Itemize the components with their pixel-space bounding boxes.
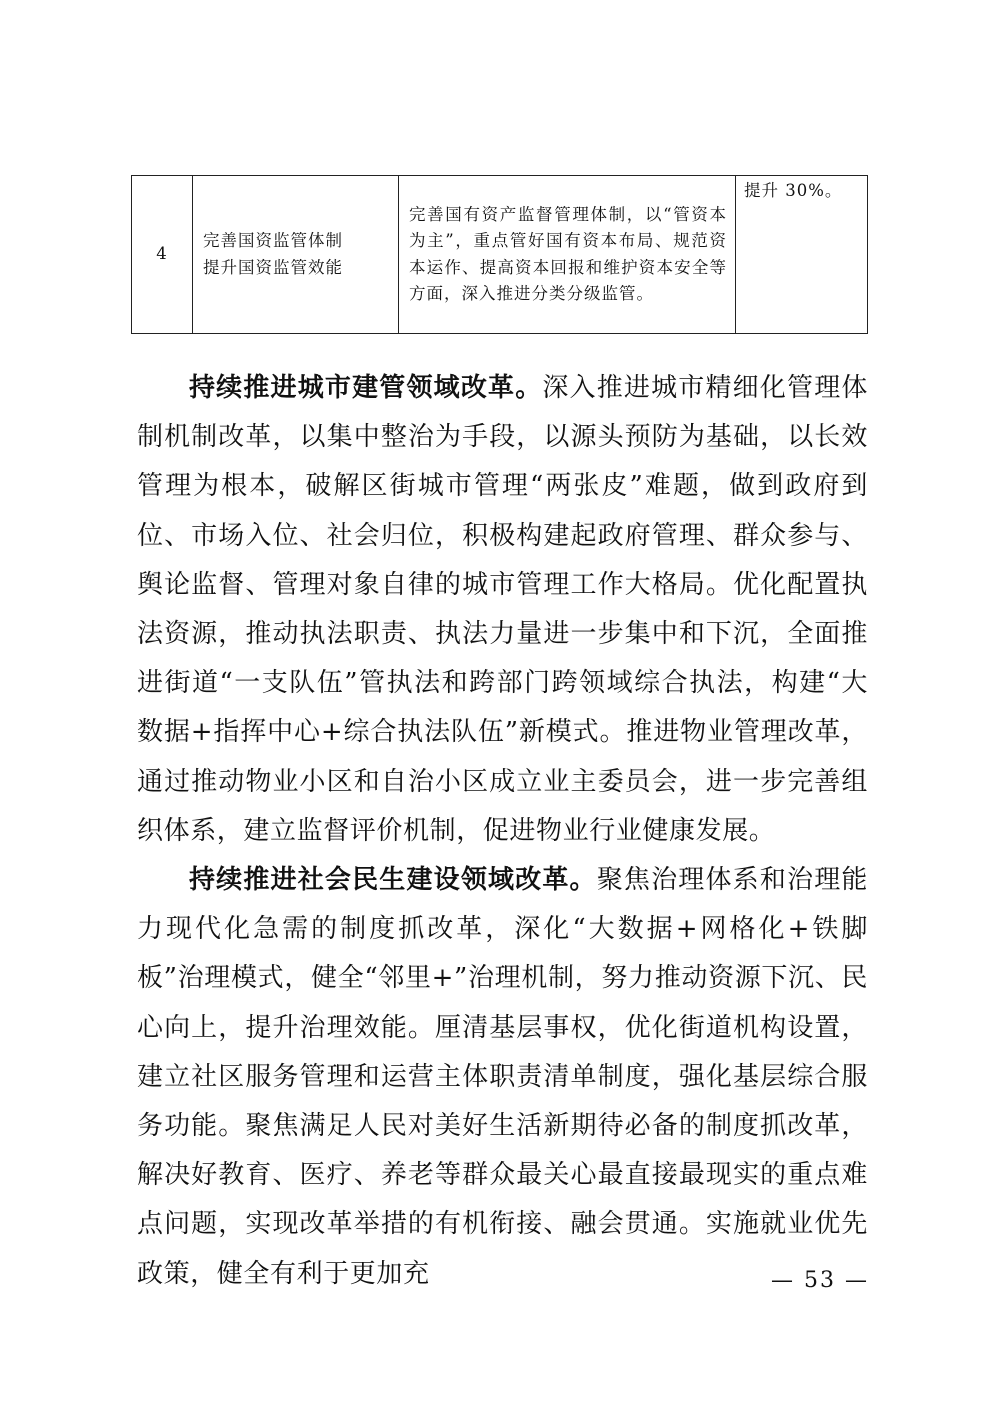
reform-table [131, 175, 868, 334]
reform-item-name [193, 176, 399, 334]
reform-item-target: 提升 30%。 [736, 176, 868, 334]
reform-item-content: 完善国有资产监督管理体制，以“管资本为主”，重点管好国有资本布局、规范资本运作、提高资本回报和维护资本安全等方面，深入推进分类分级监管。 [399, 176, 736, 334]
paragraph-body: 聚焦治理体系和治理能力现代化急需的制度抓改革，深化“大数据+网格化+铁脚板”治理模式，健全“邻里+”治理机制，努力推动资源下沉、民心向上，提升治理效能。厘清基层事权，优化街道机构设置，建立社区服务管理和运营主体职责清单制度，强化基层综合服务功能。聚焦满足人民对美好生活新期待必备的制度抓改革，解决好教育、医疗、养老等群众最关心最直接最现实的重点难点问题，实现改革举措的有机衔接、融会贯通。实施就业优先政策，健全有利于更加充 [137, 865, 868, 1289]
table-row [132, 176, 868, 334]
paragraph-urban-management [137, 364, 868, 856]
page-number: — 53 — [771, 1268, 869, 1293]
paragraph-heading: 持续推进城市建管领域改革。 [189, 373, 543, 403]
row-number: 4 [132, 176, 193, 334]
body-text [137, 364, 868, 1299]
reform-item-name-line2: 提升国资监管效能 [203, 257, 343, 277]
reform-item-name-line1: 完善国资监管体制 [203, 231, 343, 250]
paragraph-body: 深入推进城市精细化管理体制机制改革，以集中整治为手段，以源头预防为基础，以长效管理为根本，破解区街城市管理“两张皮”难题，做到政府到位、市场入位、社会归位，积极构建起政府管理、群众参与、舆论监督、管理对象自律的城市管理工作大格局。优化配置执法资源，推动执法职责、执法力量进一步集中和下沉，全面推进街道“一支队伍”管执法和跨部门跨领域综合执法，构建“大数据+指挥中心+综合执法队伍”新模式。推进物业管理改革，通过推动物业小区和自治小区成立业主委员会，进一步完善组织体系，建立监督评价机制，促进物业行业健康发展。 [137, 373, 868, 846]
paragraph-heading: 持续推进社会民生建设领域改革。 [189, 865, 597, 896]
paragraph-social-livelihood [137, 856, 868, 1299]
